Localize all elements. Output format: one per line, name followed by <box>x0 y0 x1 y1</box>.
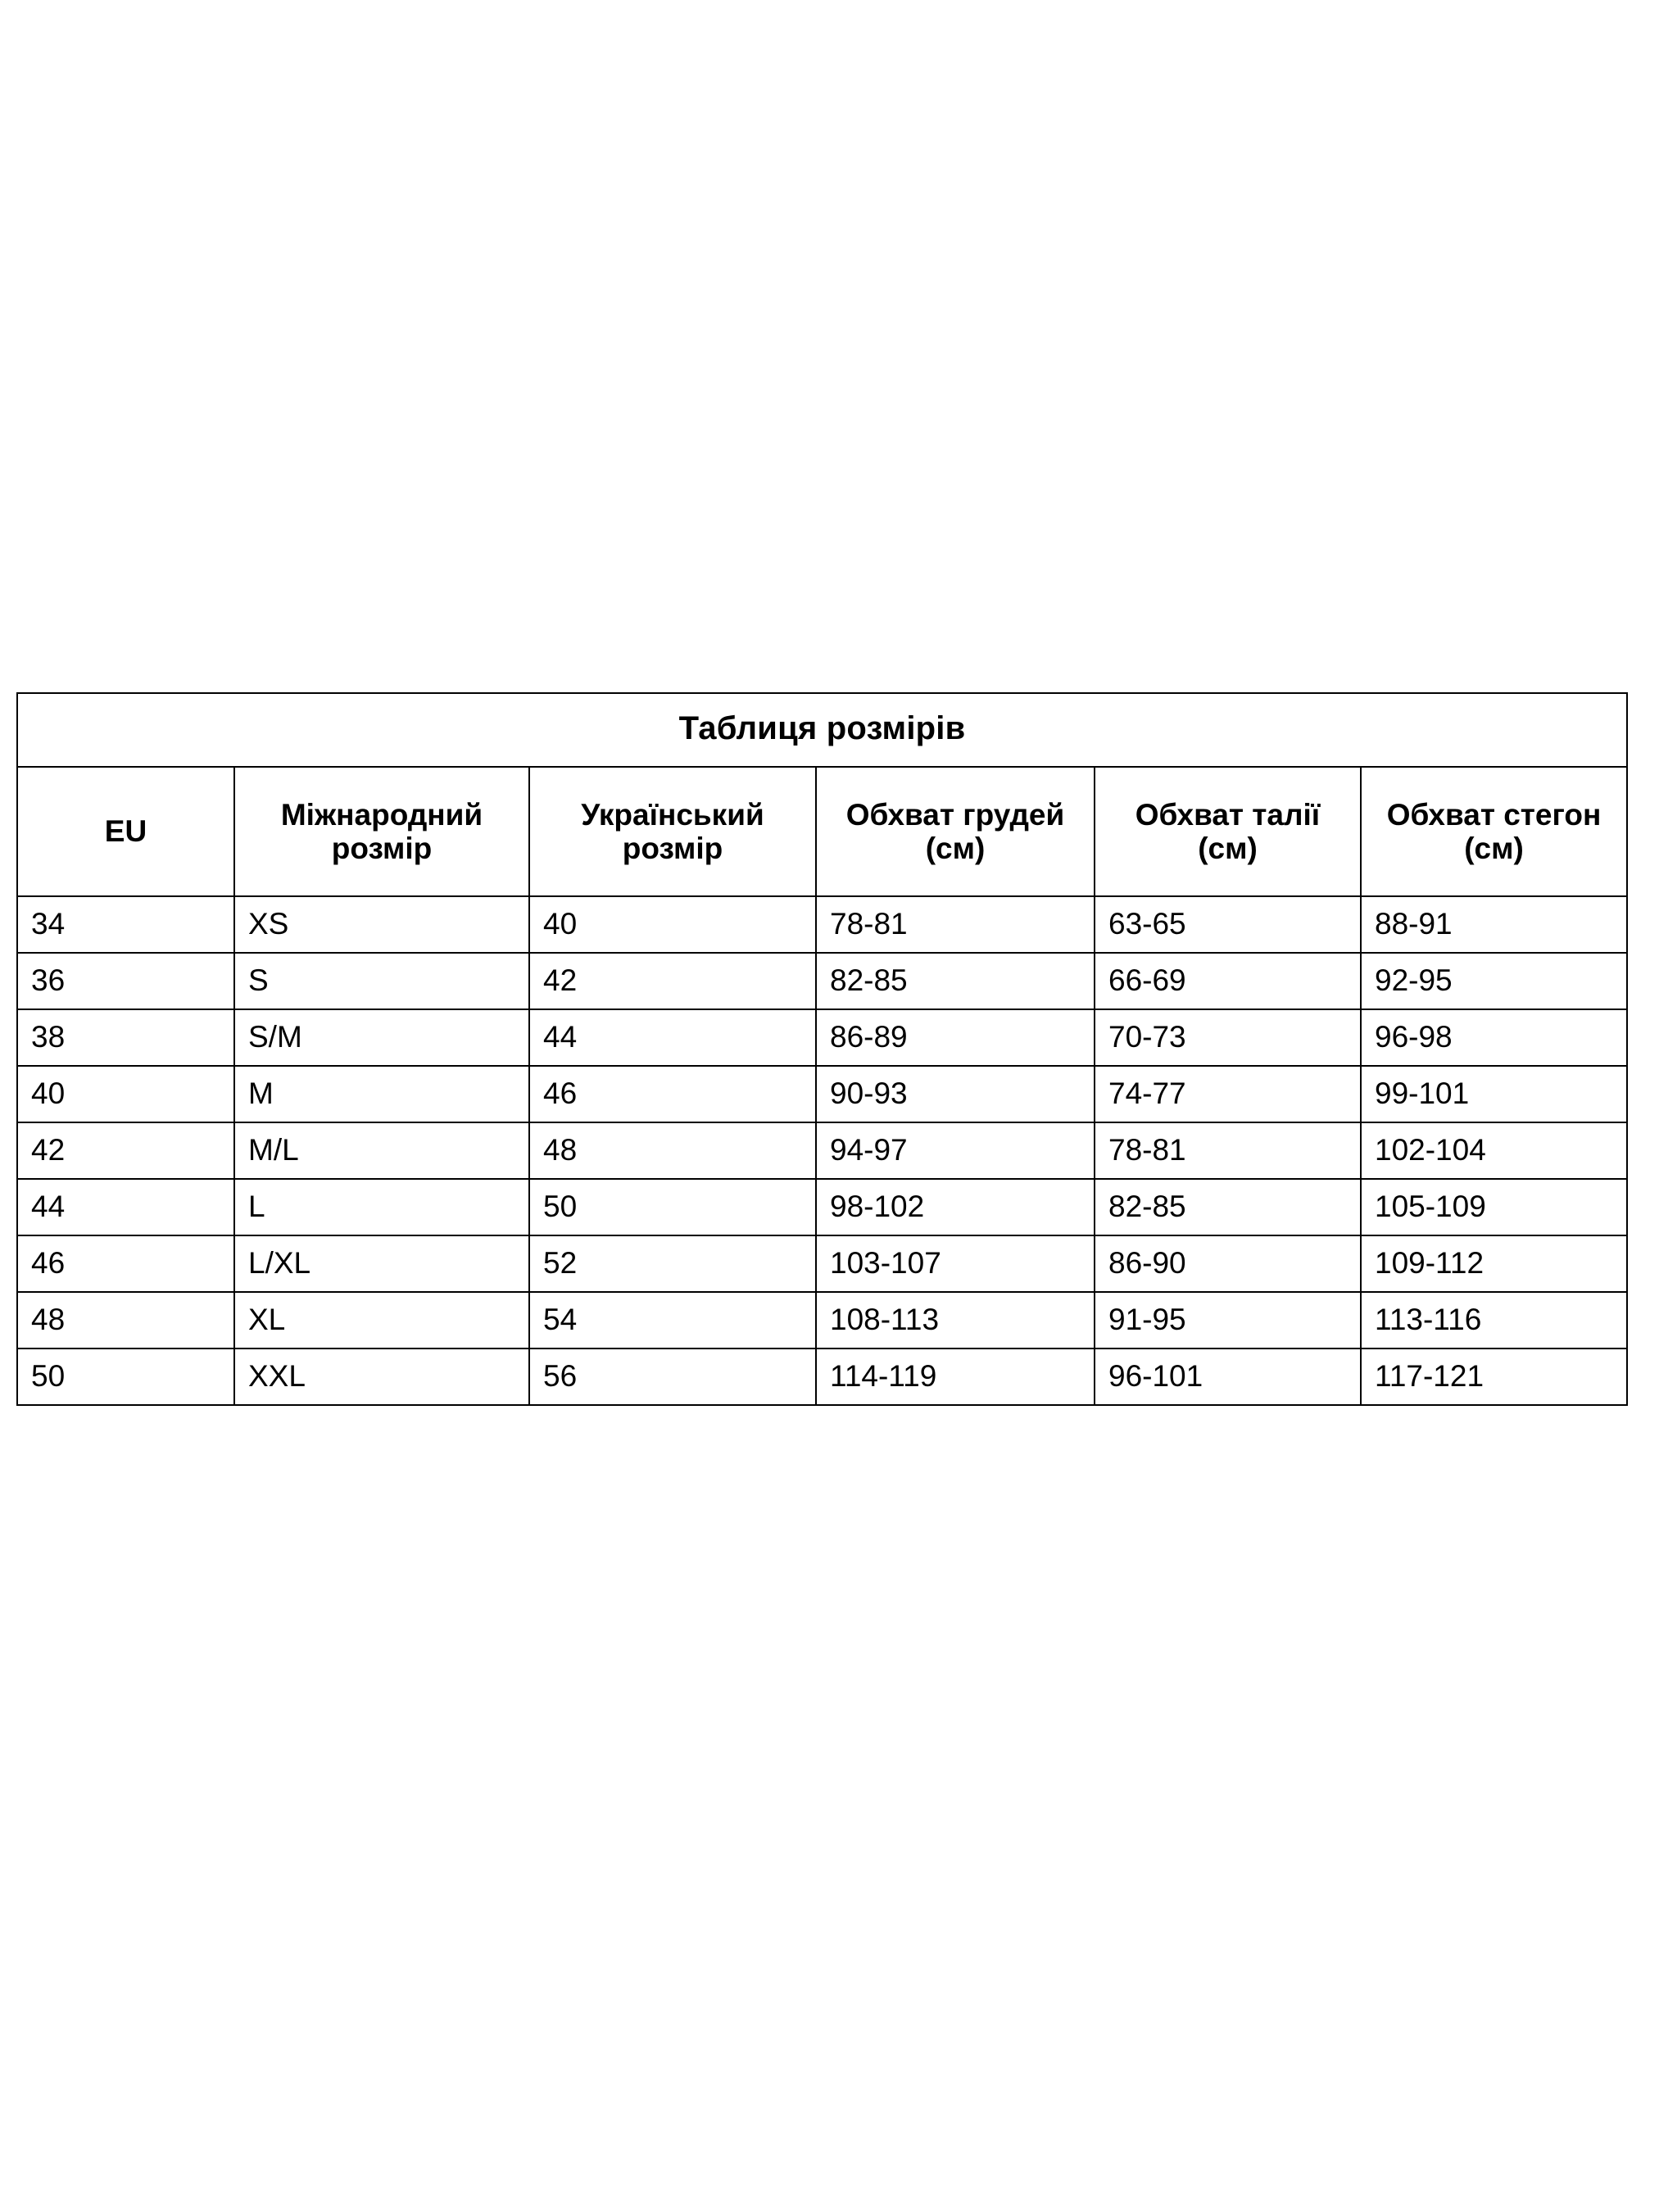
cell-chest: 86-89 <box>816 1009 1095 1066</box>
cell-chest: 114-119 <box>816 1349 1095 1405</box>
cell-waist: 63-65 <box>1095 896 1361 953</box>
cell-hips: 109-112 <box>1361 1235 1627 1292</box>
cell-ukrainian-size: 40 <box>529 896 816 953</box>
cell-chest: 103-107 <box>816 1235 1095 1292</box>
cell-international-size: M <box>234 1066 529 1122</box>
cell-ukrainian-size: 48 <box>529 1122 816 1179</box>
cell-ukrainian-size: 44 <box>529 1009 816 1066</box>
cell-chest: 82-85 <box>816 953 1095 1009</box>
column-header-hips: Обхват стегон (см) <box>1361 767 1627 896</box>
cell-international-size: XXL <box>234 1349 529 1405</box>
table-caption: Таблиця розмірів <box>17 693 1627 767</box>
cell-waist: 74-77 <box>1095 1066 1361 1122</box>
cell-eu: 48 <box>17 1292 234 1349</box>
size-chart-container <box>16 692 1643 1406</box>
table-row <box>17 896 1627 953</box>
table-row <box>17 1235 1627 1292</box>
cell-waist: 82-85 <box>1095 1179 1361 1235</box>
cell-chest: 94-97 <box>816 1122 1095 1179</box>
table-row <box>17 953 1627 1009</box>
cell-hips: 92-95 <box>1361 953 1627 1009</box>
cell-eu: 50 <box>17 1349 234 1405</box>
cell-hips: 96-98 <box>1361 1009 1627 1066</box>
cell-ukrainian-size: 46 <box>529 1066 816 1122</box>
cell-waist: 96-101 <box>1095 1349 1361 1405</box>
table-row <box>17 1349 1627 1405</box>
table-header-row <box>17 767 1627 896</box>
column-header-international-size: Міжнародний розмір <box>234 767 529 896</box>
cell-chest: 98-102 <box>816 1179 1095 1235</box>
table-row <box>17 1066 1627 1122</box>
cell-chest: 90-93 <box>816 1066 1095 1122</box>
cell-chest: 108-113 <box>816 1292 1095 1349</box>
table-row <box>17 1292 1627 1349</box>
size-chart-table <box>16 692 1628 1406</box>
table-row <box>17 1122 1627 1179</box>
cell-waist: 70-73 <box>1095 1009 1361 1066</box>
column-header-eu: EU <box>17 767 234 896</box>
cell-ukrainian-size: 56 <box>529 1349 816 1405</box>
cell-waist: 86-90 <box>1095 1235 1361 1292</box>
cell-hips: 102-104 <box>1361 1122 1627 1179</box>
cell-international-size: L/XL <box>234 1235 529 1292</box>
cell-waist: 66-69 <box>1095 953 1361 1009</box>
cell-hips: 113-116 <box>1361 1292 1627 1349</box>
cell-international-size: L <box>234 1179 529 1235</box>
cell-international-size: XL <box>234 1292 529 1349</box>
cell-ukrainian-size: 42 <box>529 953 816 1009</box>
cell-eu: 36 <box>17 953 234 1009</box>
table-row <box>17 1179 1627 1235</box>
cell-hips: 88-91 <box>1361 896 1627 953</box>
table-row <box>17 1009 1627 1066</box>
cell-international-size: M/L <box>234 1122 529 1179</box>
cell-eu: 38 <box>17 1009 234 1066</box>
cell-waist: 78-81 <box>1095 1122 1361 1179</box>
cell-hips: 105-109 <box>1361 1179 1627 1235</box>
cell-ukrainian-size: 54 <box>529 1292 816 1349</box>
cell-international-size: S <box>234 953 529 1009</box>
cell-international-size: S/M <box>234 1009 529 1066</box>
cell-eu: 42 <box>17 1122 234 1179</box>
cell-ukrainian-size: 50 <box>529 1179 816 1235</box>
table-body <box>17 896 1627 1405</box>
column-header-ukrainian-size: Український розмір <box>529 767 816 896</box>
cell-eu: 34 <box>17 896 234 953</box>
cell-international-size: XS <box>234 896 529 953</box>
column-header-chest: Обхват грудей (см) <box>816 767 1095 896</box>
column-header-waist: Обхват талії (см) <box>1095 767 1361 896</box>
cell-waist: 91-95 <box>1095 1292 1361 1349</box>
cell-ukrainian-size: 52 <box>529 1235 816 1292</box>
cell-eu: 40 <box>17 1066 234 1122</box>
table-caption-row <box>17 693 1627 767</box>
cell-hips: 117-121 <box>1361 1349 1627 1405</box>
cell-chest: 78-81 <box>816 896 1095 953</box>
cell-hips: 99-101 <box>1361 1066 1627 1122</box>
cell-eu: 46 <box>17 1235 234 1292</box>
cell-eu: 44 <box>17 1179 234 1235</box>
